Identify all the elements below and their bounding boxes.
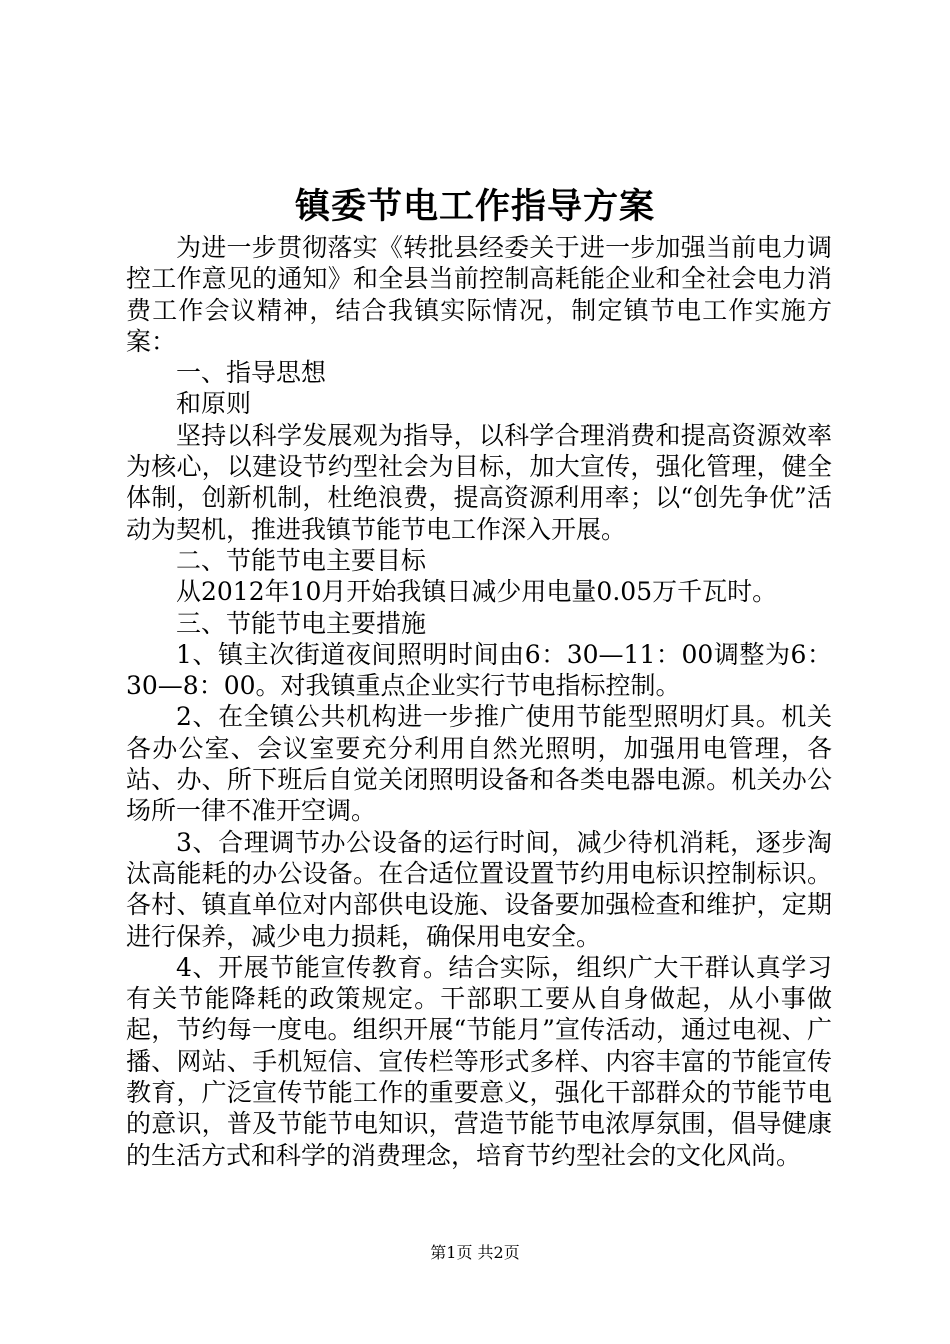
section-heading-guiding-ideology: 一、指导思想 [176,358,327,388]
measure-item-1: 1、镇主次街道夜间照明时间由6：30—11：00调整为6：30—8：00。对我镇重点企业实行节电指标控制。 [126,639,832,701]
paragraph-intro: 为进一步贯彻落实《转批县经委关于进一步加强当前电力调控工作意见的通知》和全县当前控制高耗能企业和全社会电力消费工作会议精神，结合我镇实际情况，制定镇节电工作实施方案： [126,233,832,356]
section-heading-principles: 和原则 [176,389,252,419]
section-heading-goals: 二、节能节电主要目标 [176,545,427,575]
paragraph-principles: 坚持以科学发展观为指导，以科学合理消费和提高资源效率为核心，以建设节约型社会为目标，加大宣传，强化管理，健全体制，创新机制，杜绝浪费，提高资源利用率；以“创先争优”活动为契机，推进我镇节能节电工作深入开展。 [126,420,832,544]
measure-item-4: 4、开展节能宣传教育。结合实际，组织广大干群认真学习有关节能降耗的政策规定。干部职工要从自身做起，从小事做起，节约每一度电。组织开展“节能月”宣传活动，通过电视、广播、网站、手机短信、宣传栏等形式多样、内容丰富的节能宣传教育，广泛宣传节能工作的重要意义，强化干部群众的节能节电的意识，普及节能节电知识，营造节能节电浓厚氛围，倡导健康的生活方式和科学的消费理念，培育节约型社会的文化风尚。 [126,952,832,1170]
document-title: 镇委节电工作指导方案 [294,186,655,227]
page-footer: 第1页 共2页 [430,1243,520,1262]
measure-item-3: 3、合理调节办公设备的运行时间，减少待机消耗，逐步淘汰高能耗的办公设备。在合适位置设置节约用电标识控制标识。各村、镇直单位对内部供电设施、设备要加强检查和维护，定期进行保养，减少电力损耗，确保用电安全。 [126,827,832,951]
section-heading-measures: 三、节能节电主要措施 [176,608,427,638]
paragraph-goals: 从2012年10月开始我镇日减少用电量0.05万千瓦时。 [176,577,778,607]
document-body [126,232,832,1171]
measure-item-2: 2、在全镇公共机构进一步推广使用节能型照明灯具。机关各办公室、会议室要充分利用自然光照明，加强用电管理，各站、办、所下班后自觉关闭照明设备和各类电器电源。机关办公场所一律不准开空调。 [126,702,832,826]
